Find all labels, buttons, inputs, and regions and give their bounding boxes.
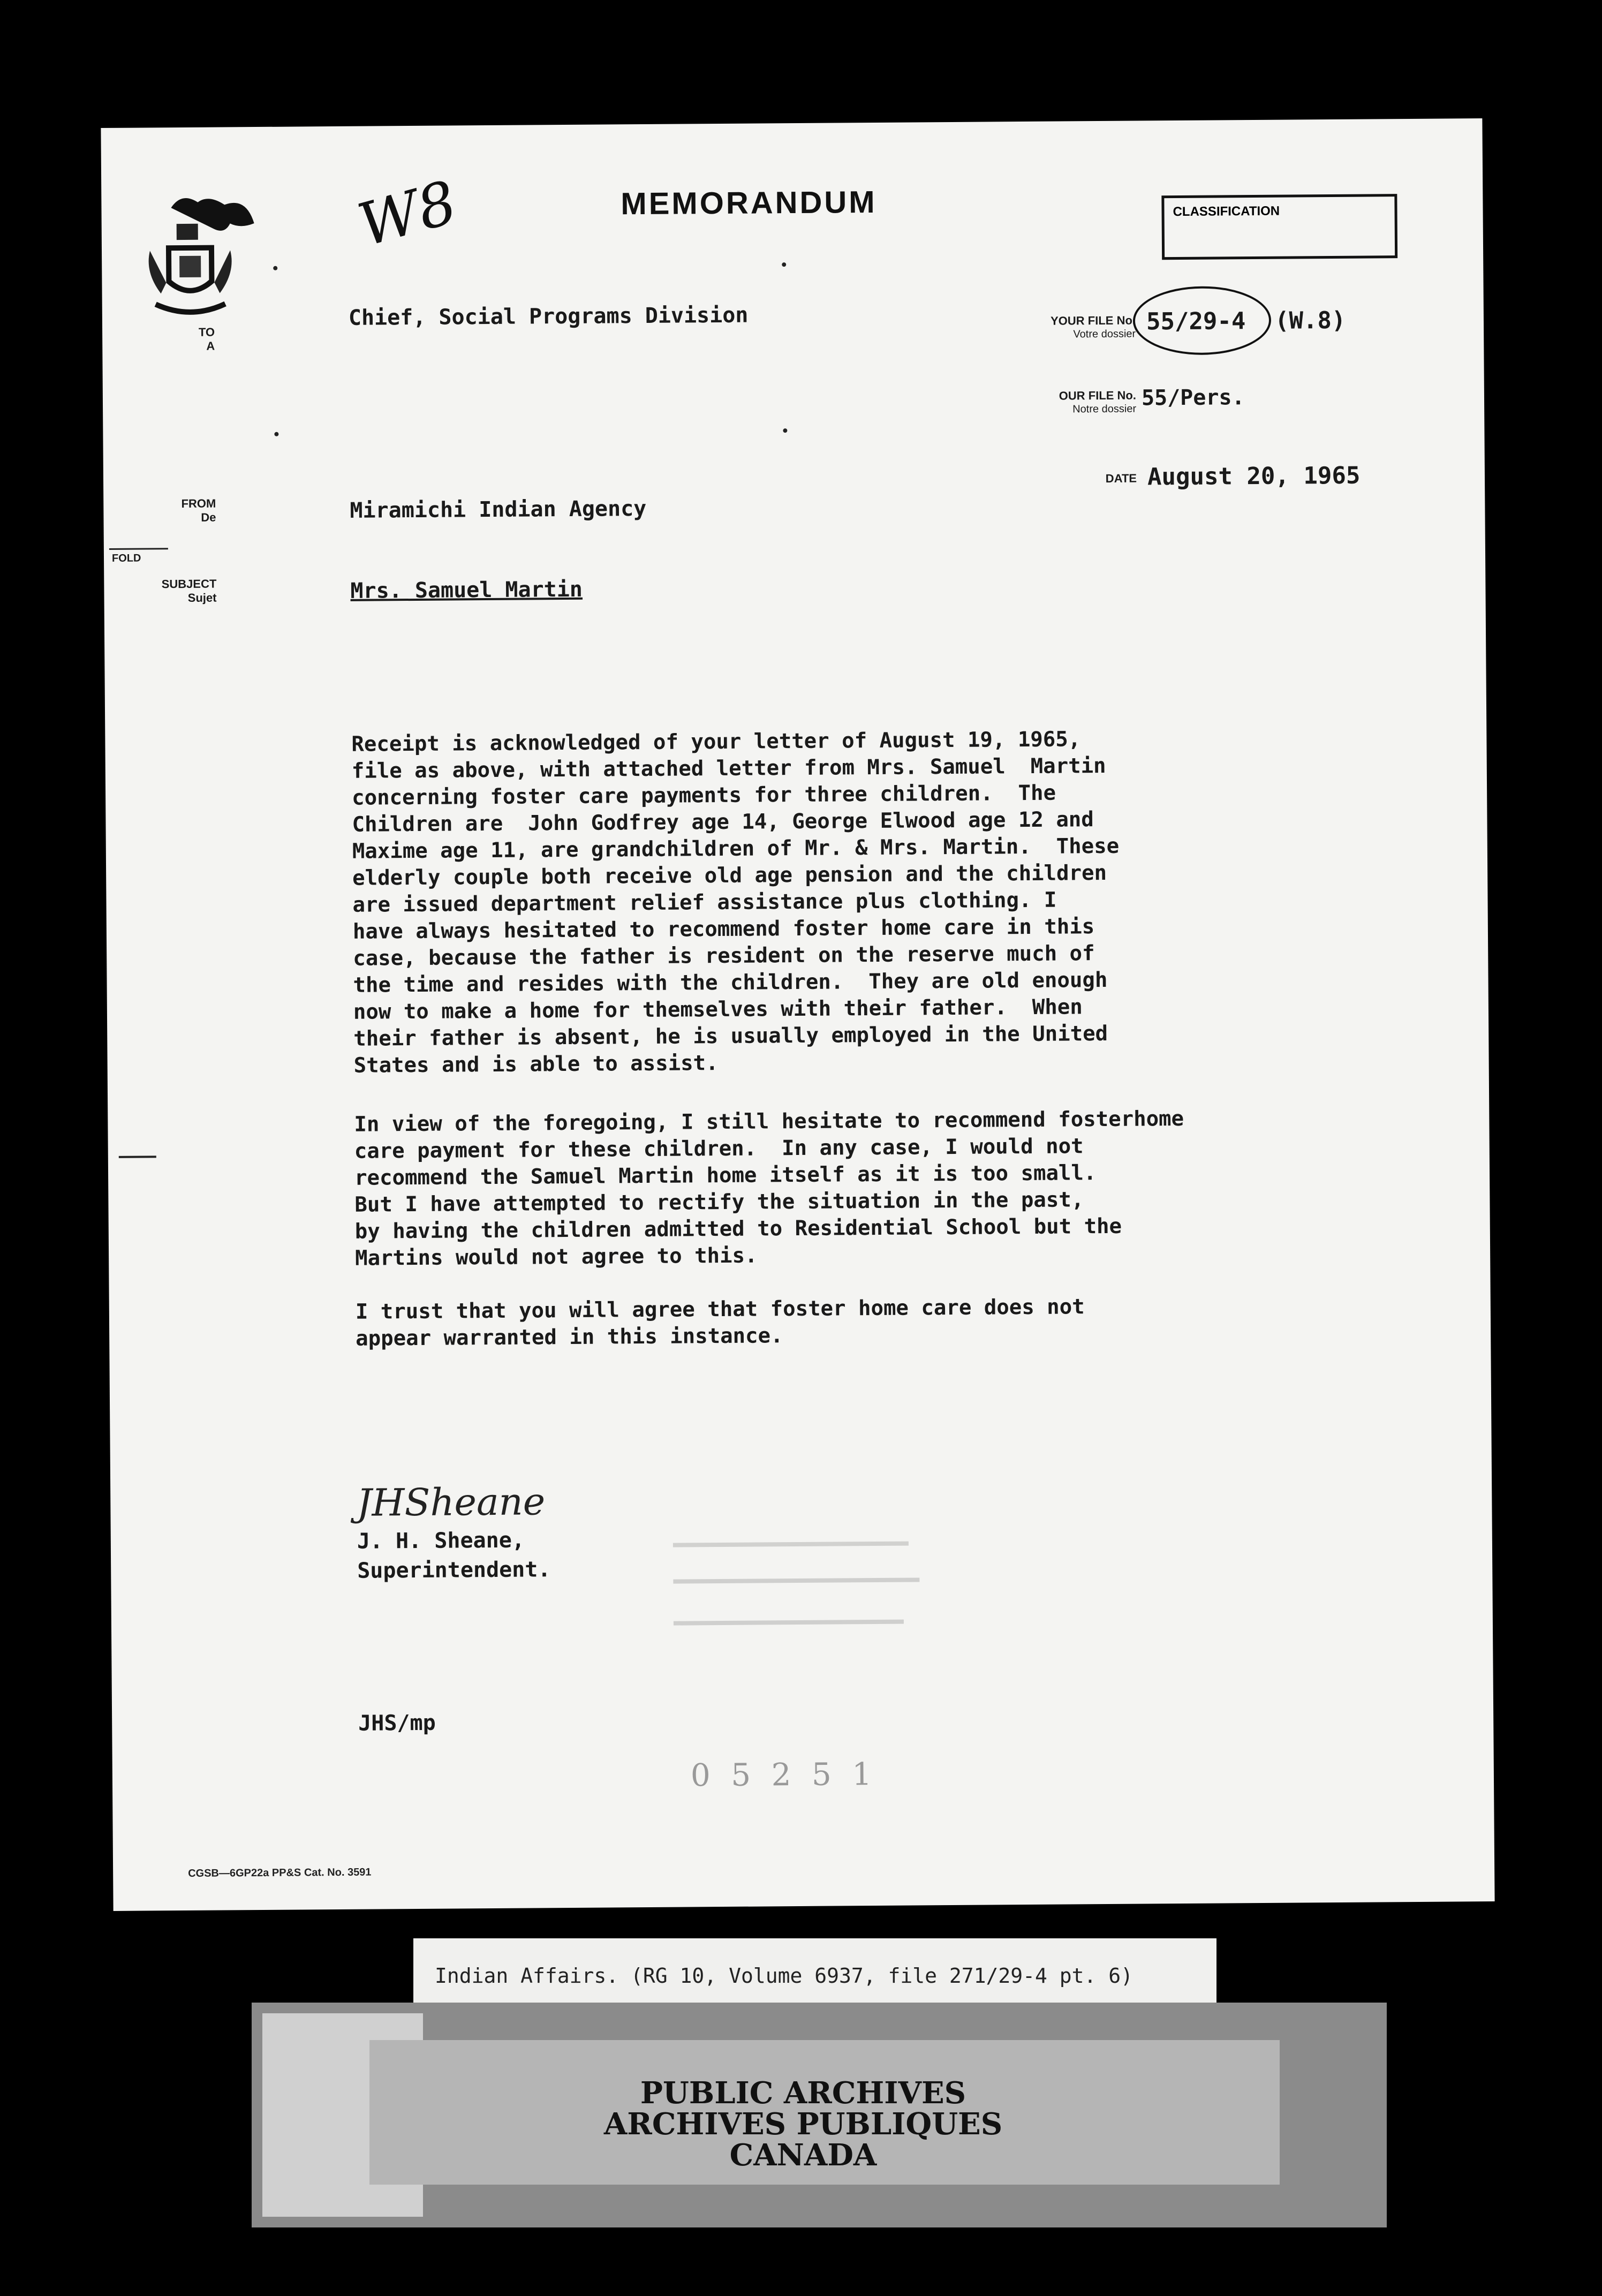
date-label: DATE [1105,471,1137,485]
from-label: FROM De [181,496,216,525]
stamp-line-1: PUBLIC ARCHIVES [640,2075,966,2111]
form-number: CGSB—6GP22a PP&S Cat. No. 3591 [188,1866,372,1879]
signatory-title: Superintendent. [357,1557,551,1583]
handwritten-signature: JHSheane [357,1479,546,1525]
fold-label: FOLD [111,552,141,564]
signatory-name: J. H. Sheane, [357,1528,525,1554]
margin-dot [782,262,786,267]
your-file-suffix: (W.8) [1274,306,1346,335]
our-file-label: OUR FILE No. Notre dossier [1059,388,1137,416]
body-paragraph-1: Receipt is acknowledged of your letter of August 19, 1965, file as above, with attached letter from Mrs. Samuel Martin concerning foster care payments for three children. The Children are John Godfrey age 14, George Elwood age 12 and Maxime age 11, are grandchildren of Mr. & Mrs. Martin. These elderly couple both receive old age pension and the children are issued department relief assistance plus clothing. I have always hesitated to recommend foster home care in this case, because the father is resident on the reserve much of the time and resides with the children. They are old enough now to make a home for themselves with their father. When their father is absent, he is usually employed in the United States and is able to assist. [351,727,1120,1078]
archive-stamp [535,2075,1071,2173]
handwritten-circle [1133,286,1272,356]
date-value: August 20, 1965 [1147,462,1361,491]
classification-box [1161,194,1397,260]
classification-label: CLASSIFICATION [1173,203,1280,220]
to-label: TO A [198,325,215,353]
archive-reference: Indian Affairs. (RG 10, Volume 6937, file 271/29-4 pt. 6) [435,1964,1134,1988]
memo-title: MEMORANDUM [621,184,877,222]
fold-line [109,548,168,550]
subject-value: Mrs. Samuel Martin [350,577,583,603]
handwritten-mark: W8 [351,168,464,260]
from-value: Miramichi Indian Agency [350,496,647,523]
margin-dash [119,1155,156,1158]
faint-stamp [673,1530,931,1666]
body-paragraph-2: In view of the foregoing, I still hesitate to recommend fosterhome care payment for these children. In any case, I would not recommend the Samuel Martin home itself as it is too small. But I have attempted to rectify the situation in the past, by having the children admitted to Residential School but the Martins would not agree to this. [354,1106,1184,1271]
stamp-line-2: ARCHIVES PUBLIQUES [603,2106,1003,2142]
your-file-label: YOUR FILE No. Votre dossier [1050,313,1136,341]
coat-of-arms-icon [139,191,263,331]
our-file-value: 55/Pers. [1141,385,1245,411]
faint-number: 0 5 2 5 1 [690,1756,878,1794]
memo-page [101,118,1494,1911]
typist-initials: JHS/mp [358,1710,436,1736]
your-file-value: 55/29-4 [1146,307,1246,336]
margin-dot [274,432,278,436]
to-value: Chief, Social Programs Division [348,303,749,330]
body-paragraph-3: I trust that you will agree that foster home care does not appear warranted in this instance. [355,1295,1085,1351]
margin-dot [783,428,787,433]
margin-dot [273,266,277,270]
subject-label: SUBJECT Sujet [161,577,217,605]
stamp-line-3: CANADA [729,2138,877,2173]
